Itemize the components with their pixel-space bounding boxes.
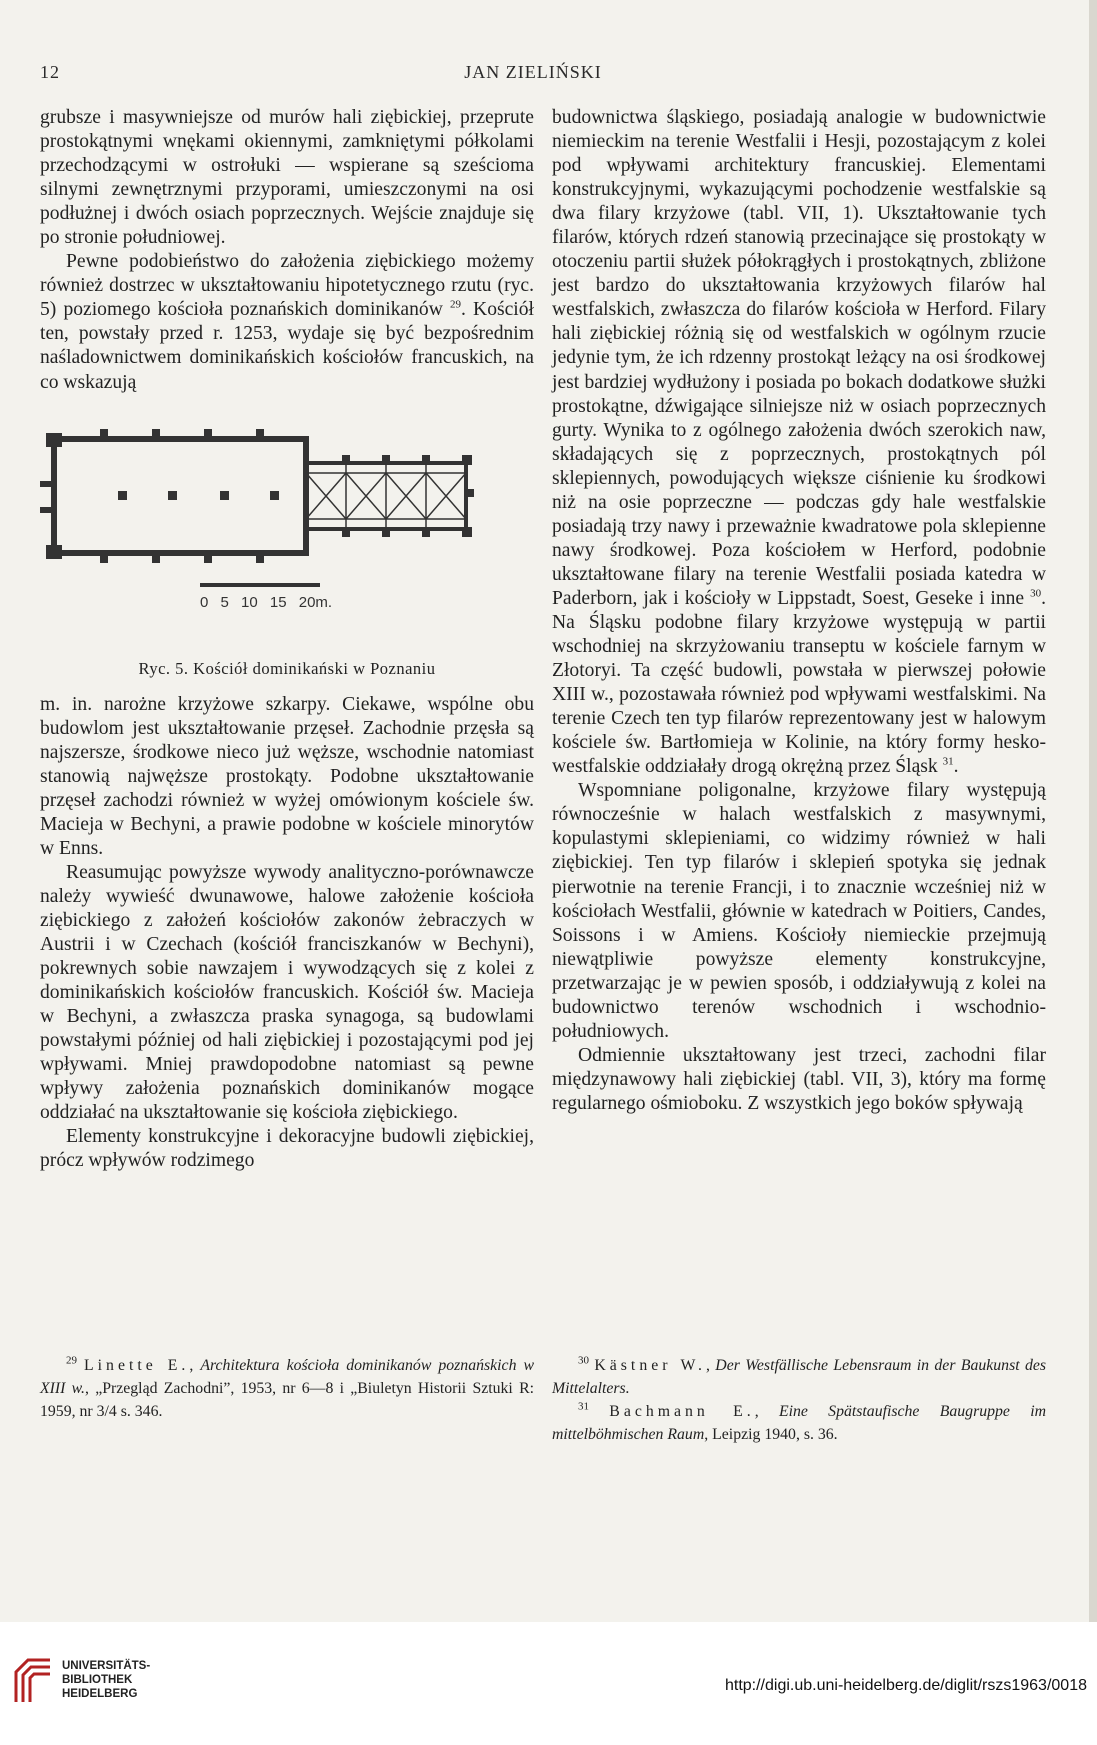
footnote-30-number: 30 (578, 1354, 589, 1367)
buttress-sw (46, 545, 62, 559)
running-head-author: JAN ZIELIŃSKI (464, 62, 602, 82)
left-paragraph-2 (40, 250, 534, 394)
footnote-30-title: Der Westfällische Lebensraum in der Baukunst des Mittelalters. (552, 1357, 1047, 1397)
footnote-ref-30: 30 (1030, 587, 1042, 600)
left-paragraph-5: Elementy konstrukcyjne i dekoracyjne budowli ziębickiej, prócz wpływów rodzimego (40, 1126, 534, 1172)
left-paragraph-1: grubsze i masywniejsze od murów hali ziębickiej, przeprute prostokątnymi wnękami okiennymi, zamkniętymi półkolami przechodzącymi w ostrołuki — wspierane są sześcioma silnymi zewnętrznymi przyporami, umieszczonymi na osi podłużnej i dwóch osiach poprzecznych. Wejście znajduje się po stronie południowej. (40, 107, 534, 249)
buttress-w1 (40, 481, 54, 487)
footnote-29-title: Architektura kościoła dominikanów poznańskich w XIII w. (40, 1357, 535, 1397)
footnote-ref-29: 29 (450, 298, 462, 311)
figure-scale-label: 0 5 10 15 20m. (200, 593, 333, 611)
footnote-31-author: Bachmann E. (609, 1403, 755, 1420)
floor-plan-drawing (40, 413, 534, 653)
footnote-29-number: 29 (66, 1354, 77, 1367)
footnote-29-rest: , „Przegląd Zachodni”, 1953, nr 6—8 i „Biuletyn Historii Sztuki R: 1959, nr 3/4 s. 346. (40, 1380, 534, 1420)
library-logo-icon (12, 1656, 54, 1706)
logo-line-2: BIBLIOTHEK (62, 1674, 133, 1686)
logo-line-1: UNIVERSITÄTS- (62, 1660, 151, 1672)
library-logo-text (62, 1659, 150, 1701)
right-paragraph-1-a: budownictwa śląskiego, posiadają analogie w budownictwie niemieckim na terenie Westfalii i Hesji, pozostającym z kolei pod wpływami architektury francuskiej. Elementami konstrukcyjnymi, wykazującymi pochodzenie westfalskie są dwa filary krzyżowe (tabl. VII, 1). Ukształtowanie tych filarów, których rdzeń stanowią przecinające się prostokąty w otoczeniu partii służek półokrągłych i prostokątnych, zbliżone jest bardzo do ukształtowania krzyżowych filarów hal westfalskich, zwłaszcza do filarów kościoła w Herford. Filary hali ziębickiej różnią się od westfalskich w ogólnym rzucie jedynie tym, że ich rdzenny prostokąt leżący na osi środkowej jest bardziej wydłużony i posiada po bokach dodatkowe służki prostokątne, dźwigające silniejsze niż w osiach poprzecznych gurty. Wynika to z ogólnego założenia dwóch szerokich naw, składających się z poprzecznych, prostokątnych pól sklepiennych, powodujących większe ciśnienie ku środkowi niż na osie poprzeczne — podczas gdy hale westfalskie posiadają trzy nawy i przeważnie kwadratowe pola sklepienne nawy środkowej. Poza kościołem w Herford, podobnie ukształtowane filary na terenie Westfalii posiada katedra w Paderborn, jak i kościoły w Lippstadt, Soest, Geseke i inne (552, 107, 1046, 609)
figure-caption: Ryc. 5. Kościół dominikański w Poznaniu (138, 658, 436, 678)
footnote-31-number: 31 (578, 1400, 589, 1413)
footnote-29-author: Linette E. (84, 1357, 190, 1374)
page-number: 12 (40, 62, 60, 82)
right-paragraph-1 (552, 106, 1046, 779)
footnote-31-title: Eine Spätstaufische Baugruppe im mittelböhmischen Raum (552, 1403, 1046, 1443)
left-paragraph-2-text: Pewne podobieństwo do założenia ziębickiego możemy również dostrzec w ukształtowaniu hipotetycznego rzutu (ryc. 5) poziomego kościoła poznańskich dominikanów (40, 251, 534, 321)
right-paragraph-3: Odmiennie ukształtowany jest trzeci, zachodni filar międzynawowy hali ziębickiej (tabl. VII, 3), który ma formę regularnego ośmioboku. Z wszystkich jego boków spływają (552, 1044, 1046, 1114)
buttress-w2 (40, 507, 54, 513)
buttress-nw (46, 433, 62, 447)
footnote-30-author: Kästner W. (594, 1357, 706, 1374)
nave-wall (54, 439, 306, 553)
right-paragraph-2: Wspomniane poligonalne, krzyżowe filary występują równocześnie w halach westfalskich z masywnymi, kopulastymi sklepieniami, co widzimy również w hali ziębickiej. Ten typ filarów i sklepień spotyka się jednak pierwotnie na terenie Francji, i to znacznie wcześniej niż w kościołach Westfalii, głównie w katedrach w Poitiers, Candes, Soissons i w Amiens. Kościoły niemieckie przejmują niewątpliwie powyższe elementy konstrukcyjne, przetwarzając je w pewien sposób, i oddziaływują z kolei na budownictwo terenów wschodnich i wschodnio-południowych. (552, 780, 1046, 1042)
left-paragraph-4: Reasumując powyższe wywody analityczno-porównawcze należy wywieść dwunawowe, halowe założenie kościoła ziębickiego z założeń kościołów zakonów żebraczych w Austrii i w Czechach (kościół franciszkanów w Bechyni), pokrewnych sobie nawzajem i wywodzących się z kolei z dominikańskich kościołów francuskich. Kościół św. Macieja w Bechyni, a zwłaszcza praska synagoga, są budowlami powstałymi później od hali ziębickiej i pozostającymi pod jej wpływami. Mniej prawdopodobne natomiast są pewne wpływy założenia poznańskich dominikanów mogące oddziałać na ukształtowanie się kościoła ziębickiego. (40, 861, 534, 1124)
footnote-29: $^{29}$ Linette E., Architektura kościoła dominikanów poznańskich w XIII w., „Przegląd Zachodni”, 1953, nr 6—8 i „Biuletyn Historii Sztuki R: 1959, nr 3/4 s. 346. (40, 1354, 535, 1420)
source-url-link[interactable]: http://digi.ub.uni-heidelberg.de/diglit/rszs1963/0018 (724, 1677, 1087, 1694)
right-paragraph-1-b: . Na Śląsku podobne filary krzyżowe występują w partii wschodniej na skrzyżowaniu transeptu w kościele farnym w Złotoryi. Ta część budowli, powstała w pierwszej połowie XIII w., pozostawała również pod wpływami westfalskimi. Na terenie Czech ten typ filarów reprezentowany jest w halowym kościele św. Bartłomieja w Kolinie, na który formy hesko-westfalskie oddziałały drogą okrężną przez Śląsk (552, 587, 1046, 778)
footnote-31: $^{31}$ Bachmann E., Eine Spätstaufische Baugruppe im mittelböhmischen Raum, Leipzig 1940, s. 36. (552, 1400, 1046, 1443)
scale-bar (200, 583, 320, 587)
footnotes-left (40, 1354, 534, 1423)
footnote-31-rest: , Leipzig 1940, s. 36. (704, 1426, 838, 1443)
right-column (552, 106, 1046, 1116)
logo-line-3: HEIDELBERG (62, 1688, 138, 1700)
footnotes-right (552, 1354, 1046, 1446)
left-paragraph-2-tail: . Kościół ten, powstały przed r. 1253, wydaje się być bezpośrednim naśladownictwem dominikańskich kościołów francuskich, na co wskazują (40, 299, 534, 393)
right-paragraph-1-c: . (953, 756, 959, 778)
footnote-ref-31: 31 (942, 755, 954, 768)
left-column (40, 106, 534, 1174)
choir-buttresses (342, 455, 474, 537)
left-paragraph-3: m. in. narożne krzyżowe szkarpy. Ciekawe, wspólne obu budowlom jest ukształtowanie przęseł. Zachodnie przęsła są najszersze, środkowe nieco już węższe, wschodnie natomiast stanowią najwęższe prostokąty. Podobne ukształtowanie przęseł zachodzi również w wyżej omówionym kościele św. Macieja w Bechyni, a prawie podobne w kościele minorytów w Enns. (40, 693, 534, 859)
figure-floor-plan (40, 413, 534, 683)
nave-piers (118, 491, 279, 500)
footnote-30: $^{30}$ Kästner W., Der Westfällische Lebensraum in der Baukunst des Mittelalters. (552, 1354, 1047, 1397)
